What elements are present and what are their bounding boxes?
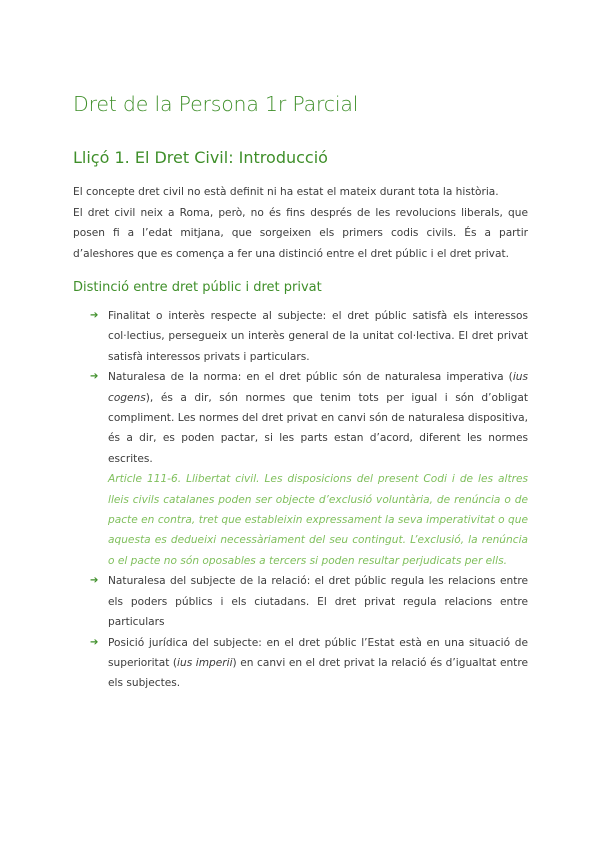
list-item-text: Finalitat o interès respecte al subjecte: el dret públic satisfà els interessos col·lectius, persegueix un interès general de la unitat col·lectiva. El dret privat satisfà interessos privats i particulars.	[108, 310, 528, 363]
list-item-text: ), és a dir, són normes que tenim tots per igual i són d’obligat compliment. Les normes del dret privat en canvi són de naturalesa dispositiva, és a dir, es poden pactar, si les parts estan d’acord, diferent les normes escrites.	[108, 391, 528, 465]
latin-term: ius cogens	[108, 371, 528, 404]
lesson-intro	[73, 182, 528, 264]
list-item-text: Posició jurídica del subjecte: en el dret públic l’Estat està en una situació de superioritat (	[108, 636, 528, 669]
list-item-text: Naturalesa de la norma: en el dret públic són de naturalesa imperativa (	[108, 371, 513, 384]
list-item	[90, 367, 528, 571]
list-item	[90, 633, 528, 694]
intro-paragraph: El dret civil neix a Roma, però, no és fins després de les revolucions liberals, que posen fi a l’edat mitjana, que sorgeixen els primers codis civils. És a partir d’aleshores que es comença a fer una distinció entre el dret públic i el dret privat.	[73, 206, 528, 260]
arrow-right-icon: ➔	[90, 575, 99, 587]
distinction-list	[90, 306, 528, 694]
list-item	[90, 571, 528, 632]
latin-term: ius imperii	[177, 656, 233, 669]
arrow-right-icon: ➔	[90, 636, 99, 648]
lesson-title: Lliçó 1. El Dret Civil: Introducció	[73, 148, 328, 167]
distinction-title: Distinció entre dret públic i dret privat	[73, 280, 322, 295]
document-title: Dret de la Persona 1r Parcial	[73, 92, 359, 116]
article-quote: Article 111-6. Llibertat civil. Les disposicions del present Codi i de les altres lleis civils catalanes poden ser objecte d’exclusió voluntària, de renúncia o de pacte en contra, tret que estableixin expressament la seva imperativitat o que aquesta es dedueixi necessàriament del seu contingut. L’exclusió, la renúncia o el pacte no són oposables a tercers si poden resultar perjudicats per ells.	[108, 473, 528, 567]
intro-paragraph: El concepte dret civil no està definit ni ha estat el mateix durant tota la història.	[73, 186, 499, 198]
list-item	[90, 306, 528, 367]
arrow-right-icon: ➔	[90, 371, 99, 383]
list-item-text: Naturalesa del subjecte de la relació: el dret públic regula les relacions entre els poders públics i els ciutadans. El dret privat regula relacions entre particulars	[108, 575, 528, 629]
list-item-text: ) en canvi en el dret privat la relació és d’igualtat entre els subjectes.	[108, 656, 528, 690]
arrow-right-icon: ➔	[90, 310, 99, 321]
